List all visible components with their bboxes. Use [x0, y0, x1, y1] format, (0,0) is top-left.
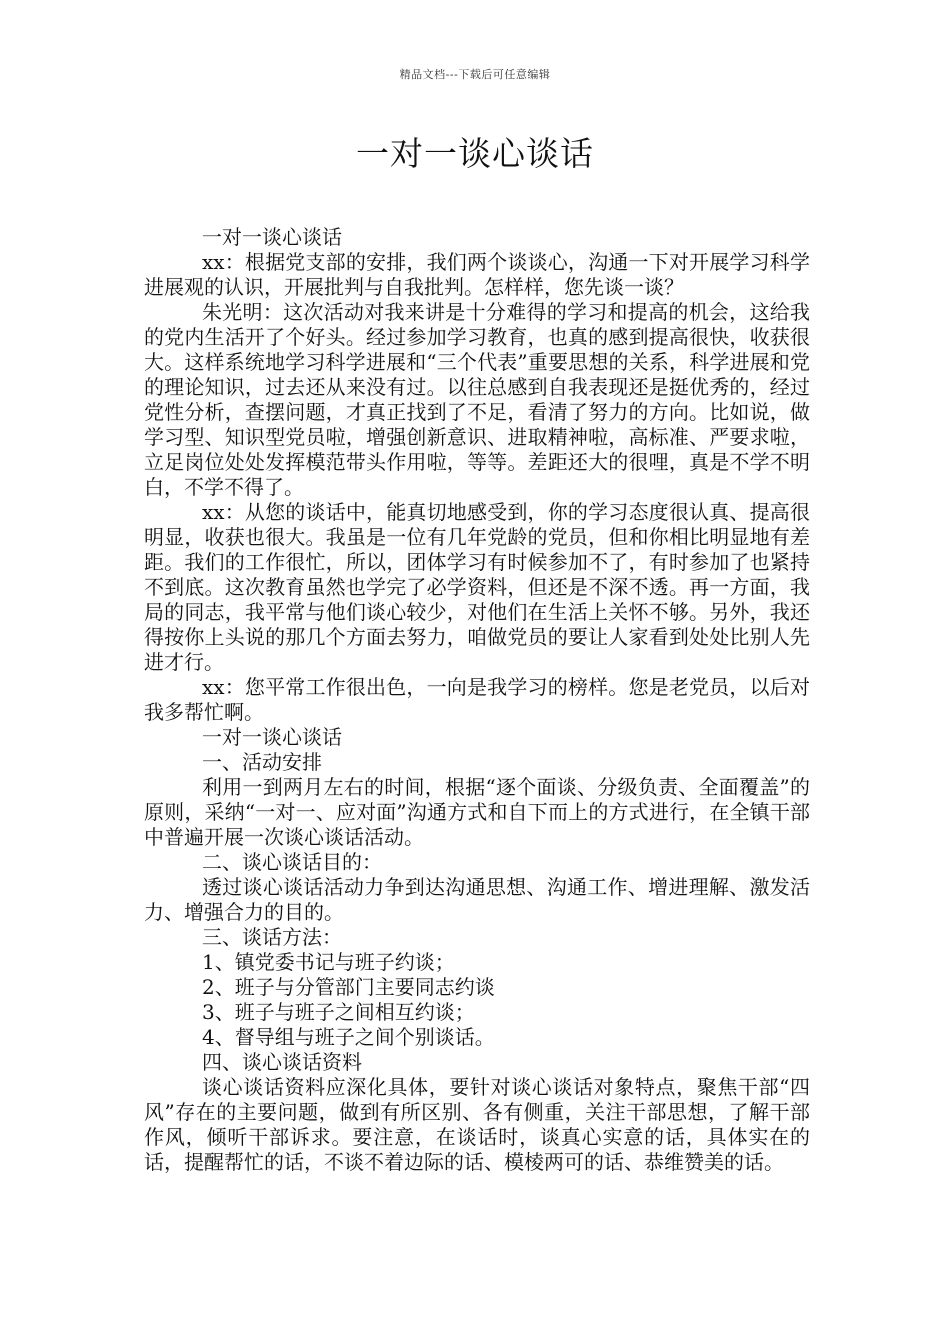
paragraph: 谈心谈话资料应深化具体，要针对谈心谈话对象特点，聚焦干部“四风”存在的主要问题，做到有所区别、各有侧重，关注干部思想，了解干部作风，倾听干部诉求。要注意，在谈话时，谈真心实意的话，具体实在的话，提醒帮忙的话，不谈不着边际的话、模棱两可的话、恭维赞美的话。: [144, 1075, 810, 1174]
list-item: 4、督导组与班子之间个别谈话。: [202, 1025, 495, 1049]
list-item: 3、班子与班子之间相互约谈；: [202, 1000, 475, 1024]
document-title: 一对一谈心谈话: [356, 134, 594, 173]
list-item: 1、镇党委书记与班子约谈；: [202, 950, 455, 974]
paragraph: 一对一谈心谈话: [202, 225, 342, 249]
paragraph: xx：您平常工作很出色，一向是我学习的榜样。您是老党员，以后对我多帮忙啊。: [144, 675, 810, 724]
paragraph: xx：根据党支部的安排，我们两个谈谈心，沟通一下对开展学习科学进展观的认识，开展批判与自我批判。怎样样，您先谈一谈？: [144, 250, 810, 299]
paragraph: 朱光明：这次活动对我来讲是十分难得的学习和提高的机会，这给我的党内生活开了个好头。经过参加学习教育，也真的感到提高很快，收获很大。这样系统地学习科学进展和“三个代表”重要思想的关系，科学进展和党的理论知识，过去还从来没有过。以往总感到自我表现还是挺优秀的，经过党性分析，查摆问题，才真正找到了不足，看清了努力的方向。比如说，做学习型、知识型党员啦，增强创新意识、进取精神啦，高标准、严要求啦，立足岗位处处发挥模范带头作用啦，等等。差距还大的很哩，真是不学不明白，不学不得了。: [144, 300, 810, 499]
section-heading: 二、谈心谈话目的：: [202, 850, 382, 874]
paragraph: xx：从您的谈话中，能真切地感受到，你的学习态度很认真、提高很明显，收获也很大。我虽是一位有几年党龄的党员，但和你相比明显地有差距。我们的工作很忙，所以，团体学习有时候参加不了，有时参加了也紧持不到底。这次教育虽然也学完了必学资料，但还是不深不透。再一方面，我局的同志，我平常与他们谈心较少，对他们在生活上关怀不够。另外，我还得按你上头说的那几个方面去努力，咱做党员的要让人家看到处处比别人先进才行。: [144, 500, 810, 674]
paragraph: 利用一到两月左右的时间，根据“逐个面谈、分级负责、全面覆盖”的原则，采纳“一对一、应对面”沟通方式和自下而上的方式进行，在全镇干部中普遍开展一次谈心谈话活动。: [144, 775, 810, 849]
section-heading: 一对一谈心谈话: [202, 725, 342, 749]
section-heading: 四、谈心谈话资料: [202, 1050, 362, 1074]
section-heading: 一、活动安排: [202, 750, 322, 774]
document-body: [144, 225, 810, 1175]
page-header-note: 精品文档---下载后可任意编辑: [399, 68, 551, 81]
paragraph: 透过谈心谈话活动力争到达沟通思想、沟通工作、增进理解、激发活力、增强合力的目的。: [144, 875, 810, 924]
list-item: 2、班子与分管部门主要同志约谈: [202, 975, 495, 999]
section-heading: 三、谈话方法：: [202, 925, 342, 949]
